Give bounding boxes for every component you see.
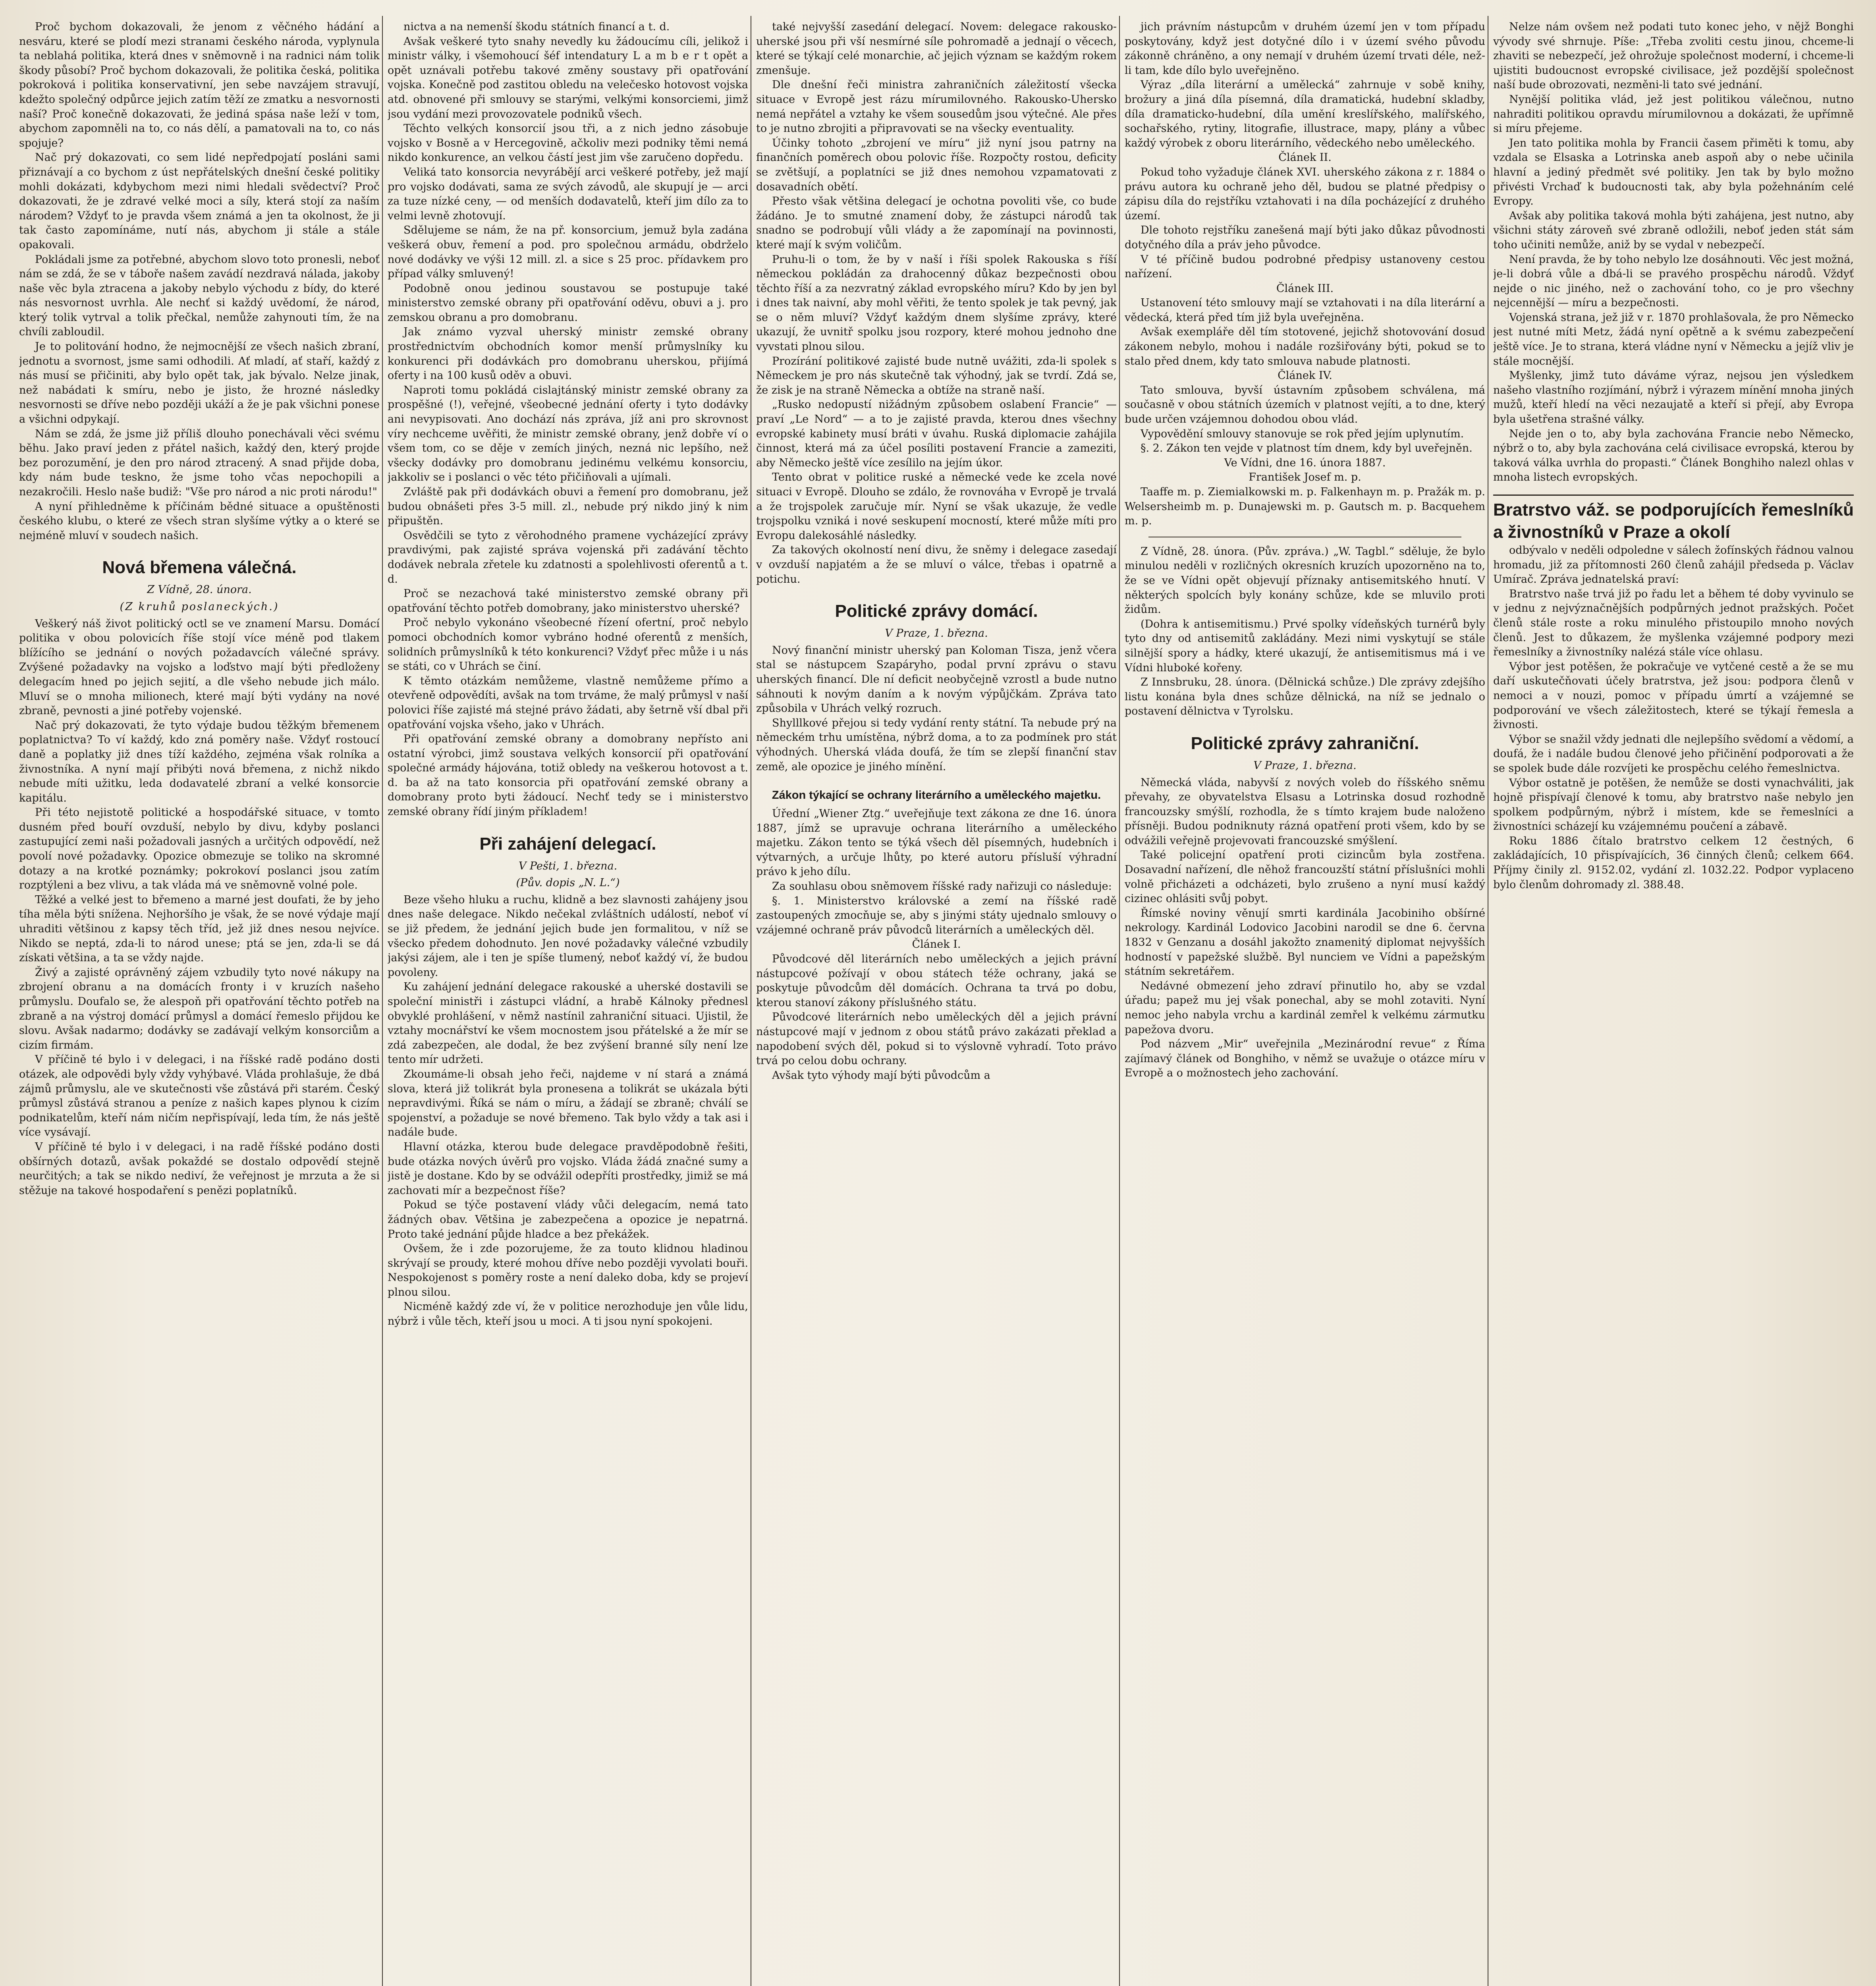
paragraph: Je to politování hodno, že nejmocnější ze všech našich zbraní, jednotu a svornost, jsme sami odhodili. Ať mladí, ať staří, každý z nás musí se přičiniti, aby bylo opět tak, jak bývalo. Nelze jinak, než nabádati k smíru, nebo je jisto, že hrozné následky nesvornosti se dříve nebo později ukáží a že je pak všichni ponese a všichni odpykají. [19, 340, 380, 426]
paragraph: Avšak aby politika taková mohla býti zahájena, jest nutno, aby všichni státy zároveň své zbraně odložili, neboť jeden stát sám toho učiniti nemůže, aniž by se vydal v nebezpečí. [1493, 209, 1854, 251]
paragraph: Jak známo vyzval uherský ministr zemské obrany prostřednictvím obchodních komor menší průmyslníky ku konkurenci při dodávkách pro domobranu uherskou, přijímá oferty i na 100 kusů oděv a obuvi. [388, 326, 748, 382]
paragraph: Dle dnešní řeči ministra zahraničních záležitostí všecka situace v Evropě jest rázu mírumilovného. Rakousko-Uhersko nemá nepřátel a vztahy ke všem sousedům jsou výtečné. Ale přes to je nutno zbrojiti a připravovati se na všecky eventuality. [756, 79, 1117, 135]
paragraph: Jen tato politika mohla by Francii časem přiměti k tomu, aby vzdala se Elsaska a Lotrinska aneb aspoň aby o nebe učinila hlavní a jediný předmět své politiky. Jen tak by bylo možno přivésti Vrchaď k budoucnosti tak, aby byla požehnáním celé Evropy. [1493, 137, 1854, 208]
paragraph: Původcové literárních nebo uměleckých děl a jejich právní nástupcové mají v jednom z obou států právo zakázati překlad a napodobení svých děl, pokud si to výslovně vyhradí. Toto právo trvá po celou dobu ochrany. [756, 1011, 1117, 1067]
paragraph: Původcové děl literárních nebo uměleckých a jejich právní nástupcové požívají v obou státech téže ochrany, jaká se poskytuje původcům děl domácích. Ochrana ta trvá po dobu, kterou stanoví zákony příslušného státu. [756, 953, 1117, 1009]
paragraph: Úřední „Wiener Ztg.“ uveřejňuje text zákona ze dne 16. února 1887, jímž se upravuje ochrana literárního a uměleckého majetku. Zákon tento se týká všech děl písemných, hudebních i výtvarných, a určuje lhůty, po které autoru přísluší výhradní právo k jeho dílu. [756, 808, 1117, 878]
paragraph: Za souhlasu obou sněmovem říšské rady nařizuji co následuje: [772, 880, 1112, 893]
paragraph: Avšak tyto výhody mají býti původcům a [772, 1069, 990, 1082]
paragraph: Účinky tohoto „zbrojení ve míru“ již nyní jsou patrny na finančních poměrech obou polovic říše. Rozpočty rostou, deficity se zvětšují, a poplatníci se již dnes nemohou vzpamatovati z dosavadních obětí. [756, 137, 1117, 193]
paragraph: V příčině té bylo i v delegaci, i na říšské radě podáno dosti otázek, ale odpovědi byly vždy vyhýbavé. Vláda prohlašuje, že dbá zájmů průmyslu, ale ve skutečnosti vše zůstává při starém. Český průmysl zůstává stranou a peníze z našich kapes plynou k cizím podnikatelům, kteří nám ničím nepřispívají, leda tím, že nás ještě více vysávají. [19, 1053, 380, 1139]
column-1 [19, 20, 380, 1986]
dateline: Z Vídně, 28. února. [147, 583, 252, 596]
paragraph: Myšlenky, jimž tuto dáváme výraz, nejsou jen výsledkem našeho vlastního rozjímání, nýbrž i výrazem mínění mnoha jiných mužů, kteří hledí na věci nezaujatě a kteří si přejí, aby Evropa byla ušetřena strašné války. [1493, 369, 1854, 426]
dateline: V Praze, 1. března. [885, 627, 988, 640]
paragraph: Ku zahájení jednání delegace rakouské a uherské dostavili se společní ministři i zástupci vládní, a hrabě Kálnoky přednesl obvyklé prohlášení, v němž nastínil zahraniční situaci. Ujistil, že vztahy mocnářství ke všem mocnostem jsou přátelské a že mír se zdá zabezpečen, ale dodal, že bez zvýšení branné síly není lze tento mír udržeti. [388, 981, 748, 1066]
paragraph: V příčině té bylo i v delegaci, i na radě říšské podáno dosti obšírných dotazů, avšak pokaždé se dostalo odpovědí stejně neurčitých; a tak se nikdo nediví, že veřejnost je mrzuta a že si stěžuje na takové hospodaření s penězi poplatníků. [19, 1140, 380, 1197]
paragraph: Nicméně každý zde ví, že v politice nerozhoduje jen vůle lidu, nýbrž i vůle těch, kteří jsou u moci. A ti jsou nyní spokojeni. [388, 1300, 748, 1328]
paragraph: Také policejní opatření proti cizincům byla zostřena. Dosavadní nařízení, dle něhož francouzští státní příslušníci mohli volně přicházeti a odcházeti, bylo zrušeno a nyní musí každý cizinec ohlásiti svůj pobyt. [1125, 849, 1485, 905]
column-rule [1119, 16, 1120, 1986]
section-label: Článek III. [1276, 282, 1334, 295]
section-label: Článek II. [1278, 151, 1332, 164]
paragraph: Německá vláda, nabyvší z nových voleb do říšského sněmu převahy, ze obyvatelstva Elsasu a Lotrinska dosud rozhodně francouzsky smýšlí, rozhodla, že s tímto krajem bude naloženo přísněji. Budou podniknuty rázná opatření proti všem, kdo by se odvážili veřejně projevovati francouzské smýšlení. [1125, 776, 1485, 847]
paragraph: Hlavní otázka, kterou bude delegace pravděpodobně řešiti, bude otázka nových úvěrů pro vojsko. Vláda žádá značné sumy a jistě je dostane. Kdo by se odvážil odepříti prostředky, jimiž se má zachovati mír a bezpečnost říše? [388, 1140, 748, 1197]
paragraph: Těžké a velké jest to břemeno a marné jest doufati, že by jeho tíha měla býti snížena. Nejhoršího je však, že se nové výdaje mají uhraditi většinou z kapsy těch tříd, jež již dnes nesou nejvíce. Nikdo se neptá, zda-li to národ unese; ptá se jen, zda-li se dá získati většina, a ta se vždy najde. [19, 893, 380, 964]
paragraph: K těmto otázkám nemůžeme, vlastně nemůžeme přímo a otevřeně odpovědíti, avšak na tom trváme, že malý průmysl v naší polovici říše zajisté má stejné právo žádati, aby šetrně vší dbal při opatřování vojska všeho, jako v Uhrách. [388, 674, 748, 731]
paragraph: Beze všeho hluku a ruchu, klidně a bez slavnosti zahájeny jsou dnes naše delegace. Nikdo nečekal zvláštních událostí, neboť ví se již předem, že jednání jejich bude jen formalitou, v níž se všecko předem dohodnuto. Jen nové požadavky válečné vzbudily jakýsi zájem, ale i ten je spíše tlumený, neboť každý ví, že budou povoleny. [388, 893, 748, 979]
paragraph: Nám se zdá, že jsme již příliš dlouho ponechávali věci svému běhu. Jako praví jeden z přátel našich, každý den, který projde bez porozumění, je den pro národ ztracený. A snad přijde doba, kdy nám bude teskno, že jsme toho včas nepochopili a nezakročili. Heslo naše budiž: "Vše pro národ a nic proti národu!" [19, 427, 380, 498]
article-heading: Bratrstvo váž. se podporujících řemeslníků a živnostníků v Praze a okolí [1493, 495, 1854, 543]
article-heading: Politické zprávy domácí. [835, 601, 1038, 621]
paragraph: Veškerý náš život politický octl se ve znamení Marsu. Domácí politika v obou polovicích říše stojí více méně pod tlakem blížícího se jednání o nových požadavcích válečné správy. Zvýšené požadavky na vojsko a loďstvo mají býti předloženy delegacím hned po jejich sejití, a dle všeho nebude jich málo. Mluví se o mnoha milionech, které mají býti vydány na nové zbraně, pevnosti a jiné potřeby vojenské. [19, 617, 380, 717]
paragraph: Výbor se snažil vždy jednati dle nejlepšího svědomí a vědomí, a doufá, že i nadále budou členové jeho přičinění podporovati a že se spolek bude dále rozvíjeti ke prospěchu celého řemeslnictva. [1493, 733, 1854, 775]
paragraph: Přesto však většina delegací je ochotna povoliti vše, co bude žádáno. Je to smutné znamení doby, že zástupci národů tak snadno se podrobují vůli vlády a že zapomínají na povinnosti, které mají k svým voličům. [756, 195, 1117, 251]
paragraph: Shylllkové přejou si tedy vydání renty státní. Ta nebude prý na německém trhu umístěna, nýbrž doma, a to za podmínek pro stát výhodných. Uherská vláda doufá, že tím se zlepší finanční stav země, ale opozice je jiného mínění. [756, 717, 1117, 773]
paragraph: A nyní přihledněme k příčinám bědné situace a opuštěnosti českého klubu, o které ze všech stran slyšíme výtky a o které se nejméně mluví v soudech našich. [19, 500, 380, 542]
paragraph: Nedávné obmezení jeho zdraví přinutilo ho, aby se vzdal úřadu; papež mu jej však ponechal, aby se mohl zotaviti. Nyní nemoc jeho nabyla vrchu a kardinál zemřel k velkému zármutku papežova dvoru. [1125, 979, 1485, 1036]
paragraph: Nynější politika vlád, jež jest politikou válečnou, nutno nahraditi politikou opravdu mírumilovnou a dokázati, že upřímně si míru přejeme. [1493, 93, 1854, 135]
article-heading: Politické zprávy zahraniční. [1191, 733, 1419, 753]
paragraph: Výbor ostatně je potěšen, že nemůže se dosti vynachváliti, jak hojně přispívají členové k tomu, aby bratrstvo naše nebylo jen spolkem podpůrným, nýbrž i místem, kde se řemeslníci a živnostníci scházejí ku vzájemnému poučení a zábavě. [1493, 777, 1854, 833]
paragraph: Při opatřování zemské obrany a domobrany nepřísto ani ostatní výrobci, jimž soustava velkých konsorcií při opatřování společné armády hájována, totiž obledy na veškerou hotovost a t. d. ba až na tato konsorcia při opatřování zemské obrany a domobrany proto byti žádoucí. Nechť tedy se i ministerstvo zemské obrany řídí jiným příkladem! [388, 733, 748, 818]
paragraph: Proč nebylo vykonáno všeobecné řízení ofertní, proč nebylo pomoci obchodních komor vybráno hodné oferentů z menších, solidních průmyslníků k této konkurenci? Vždyť přec může i u nás se státi, co v Uhrách se činí. [388, 616, 748, 673]
paragraph: Nelze nám ovšem než podati tuto konec jeho, v nějž Bonghi vývody své shrnuje. Píše: „Třeba zvoliti cestu jinou, chceme-li zhaviti se nebezpečí, jež ohrožuje společnost moderní, i chceme-li ujistiti budoucnost evropské civilisace, jež pozdější společnost naší bude obrozovati, nezměni-li tato své jednání. [1493, 21, 1854, 91]
paragraph: Proč se nezachová také ministerstvo zemské obrany při opatřování těchto potřeb domobrany, jako ministerstvo uherské? [388, 587, 748, 614]
paragraph: Zkoumáme-li obsah jeho řeči, najdeme v ní stará a známá slova, která již tolikrát byla pronesena a tolikrát se ukázala býti nepravdivými. Říká se nám o míru, a žádají se zbraně; chválí se spojenství, a požaduje se nové břemeno. Tak bylo vždy a tak asi i nadále bude. [388, 1068, 748, 1139]
signature: František Josef m. p. [1249, 471, 1361, 484]
paragraph: Taaffe m. p. Ziemialkowski m. p. Falkenhayn m. p. Pražák m. p. Welsersheimb m. p. Dunajewski m. p. Gautsch m. p. Bacquehem m. p. [1125, 486, 1485, 527]
paragraph: §. 2. Zákon ten vejde v platnost tím dnem, kdy byl uveřejněn. [1141, 442, 1473, 455]
dateline: V Pešti, 1. března. [518, 860, 618, 872]
paragraph: Ovšem, že i zde pozorujeme, že za touto klidnou hladinou skrývají se proudy, které mohou dříve nebo později vyvolati bouři. Nespokojenost s poměry roste a není daleko doba, kdy se projeví plnou silou. [388, 1242, 748, 1298]
paragraph: také nejvyšší zasedání delegací. Novem: delegace rakousko-uherské jsou při vší nesmírné síle pohromadě a jednají o věcech, které se týkají celé monarchie, ač jejich význam se každým rokem zmenšuje. [756, 21, 1117, 77]
paragraph: Není pravda, že by toho nebylo lze dosáhnouti. Věc jest možná, je-li dobrá vůle a dbá-li se pravého prospěchu národů. Vždyť nejde o nic jiného, než o zachování toho, co je pro všechny nejcennější — míru a bezpečnosti. [1493, 253, 1854, 309]
paragraph: Těchto velkých konsorcií jsou tři, a z nich jedno zásobuje vojsko v Bosně a v Hercegovině, ačkoliv mezi podniky těmi nemá nikdo konkurence, an velkou částí jest jim vše zaručeno dopředu. [388, 122, 748, 164]
paragraph: Proč bychom dokazovali, že jenom z věčného hádání a nesváru, které se plodí mezi stranami českého národa, vyplynula ta neblahá politika, která dnes v sněmovně i na radnici nám tolik škody působí? Proč bychom dokazovali, že politika česká, politika pokroková i politika konservativní, jen sebe navzájem stravují, kdežto společný odpůrce jejich zatím těží ze zmatku a nesvornosti naší? Proč konečně dokazovati, že jediná spása naše leží v tom, abychom zapomněli na to, co nás dělí, a pamatovali na to, co nás spojuje? [19, 21, 380, 149]
paragraph: Výraz „díla literární a umělecká“ zahrnuje v sobě knihy, brožury a jiná díla písemná, díla dramatická, hudební skladby, díla dramaticko-hudební, díla umění kreslířského, malířského, sochařského, rytiny, litografie, illustrace, mapy, plány a vůbec každý výrobek z oboru literárního, vědeckého nebo uměleckého. [1125, 79, 1485, 149]
paragraph: Nejde jen o to, aby byla zachována Francie nebo Německo, nýbrž o to, aby byla zachována celá civilisace evropská, kterou by taková válka uvrhla do propasti.“ Článek Bonghiho nalezl ohlas v mnoha listech evropských. [1493, 427, 1854, 484]
paragraph: Nač prý dokazovati, co sem lidé nepředpojatí posláni sami přiznávají a co bychom z úst nepřátelských dnešní české politiky mohli dokázati, kdybychom mezi nimi hledali svědectví? Proč dokazovati, že je zdravé velké moci a síly, která stojí za naším národem? Vždyť to je pravda všem známá a jen ta okolnost, že ji tak často zapomínáme, nutí nás, abychom ji stále a stále opakovali. [19, 151, 380, 251]
column-5 [1493, 20, 1854, 1986]
paragraph: Při této nejistotě politické a hospodářské situace, v tomto dusném před bouří ovzduší, nebylo by divu, kdyby poslanci zastupující zemi naši požadovali jasných a určitých odpovědí, než povolí nové požadavky. Opozice obmezuje se toliko na skromné dotazy a na krotké poznámky; pokrokoví poslanci jsou zatím rozptýleni a bez vlivu, a tak vláda má ve sněmovně volné pole. [19, 806, 380, 892]
paragraph: V té příčině budou podrobné předpisy ustanoveny cestou nařízení. [1125, 253, 1485, 280]
paragraph: Pokud se týče postavení vlády vůči delegacím, nemá tato žádných obav. Většina je zabezpečena a opozice je nepatrná. Proto také jednání půjde hladce a bez překážek. [388, 1199, 748, 1240]
paragraph: Ustanovení této smlouvy mají se vztahovati i na díla literární a vědecká, která před tím již byla uveřejněna. [1125, 297, 1485, 324]
paragraph: Římské noviny věnují smrti kardinála Jacobiniho obšírné nekrology. Kardinál Lodovico Jacobini narodil se dne 6. června 1832 v Genzanu a dosáhl jakožto znamenitý diplomat nejvyšších hodností v papežské službě. Byl nunciem ve Vídni a papežským státním sekretářem. [1125, 907, 1485, 978]
paragraph: odbývalo v neděli odpoledne v sálech žofínských řádnou valnou hromadu, již za přítomnosti 260 členů zahájil předseda p. Václav Umírač. Zpráva jednatelská praví: [1493, 544, 1854, 586]
paragraph: Roku 1886 čítalo bratrstvo celkem 12 čestných, 6 zakládajících, 10 přispívajících, 36 činných členů; celkem 664. Příjmy činily zl. 9152.02, vydání zl. 1032.22. Podpor vyplaceno bylo členům dohromady zl. 388.48. [1493, 835, 1854, 891]
article-heading: Zákon týkající se ochrany literárního a uměleckého majetku. [772, 789, 1101, 802]
paragraph: Vypovědění smlouvy stanovuje se rok před jejím uplynutím. [1141, 427, 1464, 440]
paragraph: Za takových okolností není divu, že sněmy i delegace zasedají v ovzduší napjatém a že se mluví o válce, třebas i opatrně a potichu. [756, 544, 1117, 585]
paragraph: Sdělujeme se nám, že na př. konsorcium, jemuž byla zadána veškerá obuv, řemení a pod. pro společnou armádu, obdrželo nové dodávky ve výši 12 mill. zl. a sice s 25 proc. přídavkem pro případ války smluvený! [388, 224, 748, 280]
column-rule [382, 16, 383, 1986]
paragraph: Z Innsbruku, 28. února. (Dělnická schůze.) Dle zprávy zdejšího listu konána byla dnes schůze dělnická, na níž se jednalo o postavení dělnictva v Tyrolsku. [1125, 676, 1485, 718]
paragraph: Tato smlouva, byvší ústavním způsobem schválena, má současně v obou státních územích v platnost vejíti, a to dne, který bude určen vzájemnou dohodou obou vlád. [1125, 384, 1485, 426]
column-4 [1125, 20, 1485, 1986]
paragraph: Nový finanční ministr uherský pan Koloman Tisza, jenž včera stal se nástupcem Szapáryho, podal první zprávu o stavu uherských financí. Dle ní deficit neobyčejně vzrostl a bude nutno sáhnouti k novým daním a k novým výpůjčkám. Zpráva tato způsobila v Uhrách velký rozruch. [756, 644, 1117, 715]
source-note: (Z kruhů poslaneckých.) [120, 600, 279, 613]
paragraph: Pruhu-li o tom, že by v naší i říši spolek Rakouska s říší německou pokládán za drahocenný důkaz bezpečnosti obou těchto říší a za nezvratný základ evropského míru? Kdo by jen byl i dnes tak naivní, aby mohl věřiti, že tento spolek je tak pevný, jak se o něm mluví? Vždyť každým dnem slyšíme zprávy, které ukazují, že uvnitř spolku jsou rozpory, které mohou jednoho dne vyvstati plnou silou. [756, 253, 1117, 353]
paragraph: Avšak veškeré tyto snahy nevedly ku žádoucímu cíli, jelikož i ministr války, i všemohoucí šéf intendatury L a m b e r t opět a opět uznávali potřebu takové změny soustavy při opatřování vojska. Konečně pod zastitou obledu na velečesko hotovost vojska atd. obnovené při smlouvy se starými, velkými konsorciemi, jimž jsou vydání mezi provozovatele podniků všech. [388, 35, 748, 120]
article-heading: Při zahájení delegací. [479, 834, 656, 854]
section-label: Článek IV. [1278, 369, 1332, 382]
paragraph: §. 1. Ministerstvo královské a zemí na říšské radě zastoupených zmocňuje se, aby s jinými státy ujednalo smlouvy o vzájemné ochraně práv původců literárních a uměleckých děl. [756, 894, 1117, 936]
paragraph: Pokud toho vyžaduje článek XVI. uherského zákona z r. 1884 o právu autora ku ochraně jeho děl, budou se platné předpisy o zápisu díla do rejstříku vztahovati i na díla pocházející z druhého území. [1125, 166, 1485, 222]
section-label: Článek I. [912, 938, 961, 951]
signature-date: Ve Vídni, dne 16. února 1887. [1224, 456, 1386, 469]
paragraph: Podobně onou jedinou soustavou se postupuje také ministerstvo zemské obrany při opatřování oděvu, obuvi a j. pro zemskou obranu a pro domobranu. [388, 282, 748, 324]
paragraph: Vojenská strana, jež již v r. 1870 prohlašovala, že pro Německo jest nutné míti Metz, žádá nyní opětně a k svému zabezpečení ještě více. Je to strana, která vládne nyní v Německu a jejíž vliv je stále mocnější. [1493, 311, 1854, 367]
paragraph: Nač prý dokazovati, že tyto výdaje budou těžkým břemenem poplatnictva? To ví každý, kdo zná poměry naše. Vždyť rostoucí daně a poplatky již dnes tíží každého, zejména však rolníka a živnostníka. A nyní mají přibýti nová břemena, z nichž nikdo nebude míti užitku, leda dodavatelé zbraní a velké konsorcie kapitálu. [19, 719, 380, 804]
paragraph: nictva a na nemenší škodu státních financí a t. d. [403, 21, 670, 33]
paragraph: jich právním nástupcům v druhém území jen v tom případu poskytovány, když jest dotyčné dílo i v území svého původu zákonně chráněno, a ony nemají v druhém území trvati déle, než-li tam, kde dílo bylo uveřejněno. [1125, 21, 1485, 77]
paragraph: Avšak exempláře děl tím stotovené, jejichž shotovování dosud zákonem nebylo, mohou i nadále rozšiřovány býti, pokud se to stalo před dnem, kdy tato smlouva nabude platnosti. [1125, 326, 1485, 367]
paragraph: Naproti tomu pokládá cislajtánský ministr zemské obrany za prospěšné (!), veřejné, všeobecné jednání oferty i tyto dodávky ani nevypisovati. Ano dochází nás zpráva, jíž ani pro skrovnost víry nechceme uvěřiti, že ministr zemské obrany, jenž dobře ví o všem tom, co se děje v zemích jiných, nezná nic lepšího, než všecky dodávky pro domobranu jedinému velkému konsorciu, jakkoliv se i poslanci o věc této přičiňovali a ujímali. [388, 384, 748, 484]
paragraph: Osvědčili se tyto z věrohodného pramene vycházející zprávy pravdivými, pak zajisté správa vojenská při zadávání těchto dodávek nebrala zřetele ku zdatnosti a spolehlivosti oferentů a t. d. [388, 529, 748, 585]
article-heading: Nová břemena válečná. [102, 558, 297, 578]
column-3 [756, 20, 1117, 1986]
paragraph: Veliká tato konsorcia nevyrábějí arci veškeré potřeby, jež mají pro vojsko dodávati, sama ze svých závodů, ale skupují je — arci za tuze nízké ceny, — od menších dodavatelů, kteří jim dílo za to velmi levně zhotovují. [388, 166, 748, 222]
paragraph: Pod názvem „Mir“ uveřejnila „Mezinárodní revue“ z Říma zajímavý článek od Bonghiho, v němž se uvažuje o otázce míru v Evropě a o možnostech jeho zachování. [1125, 1038, 1485, 1080]
dateline: V Praze, 1. března. [1253, 759, 1357, 772]
paragraph: Pokládali jsme za potřebné, abychom slovo toto pronesli, neboť nám se zdá, že se v táboře našem zavádí nezdravá nálada, jakoby naše věc byla ztracena a jakoby nebylo východu z bídy, do které nás nesvornost uvrhla. Ale nechť si každý uvědomí, že národ, který tolik vytrval a tolik přečkal, nemůže zahynouti tím, že na chvíli zabloudil. [19, 253, 380, 338]
paragraph: Tento obrat v politice ruské a německé vede ke zcela nové situaci v Evropě. Dlouho se zdálo, že rovnováha v Evropě je trvalá a že trojspolek zaručuje mír. Nyní se však ukazuje, že vedle trojspolku vzniká i nové seskupení mocností, které může míti pro Evropu dalekosáhlé následky. [756, 471, 1117, 542]
paragraph: Z Vídně, 28. února. (Pův. zpráva.) „W. Tagbl.“ sděluje, že bylo minulou neděli v rozličných okresních kruzích upozorněno na to, že se ve Vídni opět objevují příznaky antisemitského hnutí. V některých spolcích byly konány schůze, kde se mluvilo proti židům. [1125, 545, 1485, 616]
paragraph: (Dohra k antisemitismu.) Prvé spolky vídeňských turnérů byly tyto dny od antisemitů zakládány. Mezi nimi vyskytují se stále silnější spory a hádky, které ukazují, že antisemitismus má i ve Vídni hluboké kořeny. [1125, 618, 1485, 674]
paragraph: Živý a zajisté oprávněný zájem vzbudily tyto nové nákupy na zbrojení obranu a na domácích fronty i v kruzích našeho průmyslu. Doufalo se, že alespoň při opatřování těchto potřeb na zbraně a na výstroj domácí průmysl a domácí řemeslo přijdou ke slovu. Avšak nadarmo; dodávky se zadávají velkým konsorciům a cizím firmám. [19, 966, 380, 1051]
paragraph: Zvláště pak při dodávkách obuvi a řemení pro domobranu, jež budou obnášeti přes 3-5 mill. zl., nebude prý nikdo jiný k nim připuštěn. [388, 486, 748, 527]
paragraph: Výbor jest potěšen, že pokračuje ve vytčené cestě a že se mu daří uskutečňovati účely bratrstva, jež jsou: podpora členů v nemoci a v nouzi, pomoc v případu úmrtí a vzájemné se podporování ve všech záležitostech, které se týkají řemesla a živnosti. [1493, 660, 1854, 731]
paragraph: Bratrstvo naše trvá již po řadu let a během té doby vyvinulo se v jednu z nejvýznačnějších podpůrných jednot pražských. Počet členů stále roste a roku minulého přistoupilo mnoho nových členů. Jest to důkazem, že myšlenka vzájemné podpory mezi řemeslníky a živnostníky nalézá stále více ohlasu. [1493, 587, 1854, 659]
source-note: (Pův. dopis „N. L.“) [516, 877, 620, 889]
paragraph: Prozírání politikové zajisté bude nutně uvážiti, zda-li spolek s Německem je pro nás skutečně tak výhodný, jak se tvrdí. Zdá se, že zisk je na straně Německa a obtíže na straně naší. [756, 355, 1117, 396]
paragraph: Dle tohoto rejstříku zanešená mají býti jako důkaz původnosti dotyčného díla a práv jeho původce. [1125, 224, 1485, 251]
paragraph: „Rusko nedopustí nižádným způsobem oslabení Francie“ — praví „Le Nord“ — a to je zajisté pravda, kterou dnes všechny evropské kabinety musí bráti v úvahu. Ruská diplomacie zahájila činnost, která má za účel posíliti postavení Francie a zameziti, aby Německo ještě více zesílilo na jejím úkor. [756, 398, 1117, 469]
column-2 [388, 20, 748, 1986]
